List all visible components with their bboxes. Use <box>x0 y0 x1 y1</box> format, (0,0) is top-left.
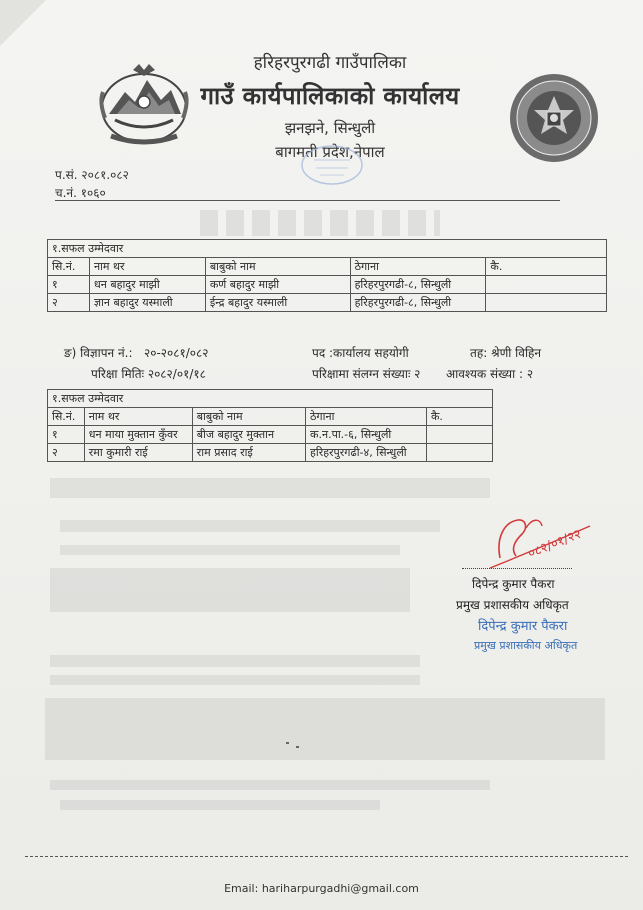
advert-number: ङ) विज्ञापन नं.: २०-२०८१/०८२ <box>64 346 209 360</box>
table-cell: राम प्रसाद राई <box>192 444 305 462</box>
post-level: तह: श्रेणी विहिन <box>470 346 542 360</box>
column-header: बाबुको नाम <box>205 258 350 276</box>
footer-rule <box>25 856 628 857</box>
table-row <box>48 444 493 462</box>
column-header: नाम थर <box>89 258 205 276</box>
table-caption-row <box>48 240 607 258</box>
bleed-through-block <box>50 478 490 498</box>
column-header: ठेगाना <box>350 258 486 276</box>
bleed-through-block <box>50 675 420 685</box>
table-cell: रमा कुमारी राई <box>84 444 192 462</box>
column-header: कै. <box>426 408 492 426</box>
office-title: गाउँ कार्यपालिकाको कार्यालय <box>200 82 460 110</box>
handwritten-signature <box>470 508 600 576</box>
table-caption: १.सफल उम्मेदवार <box>48 240 607 258</box>
table-caption: १.सफल उम्मेदवार <box>48 390 493 408</box>
column-header: नाम थर <box>84 408 192 426</box>
table-row <box>48 276 607 294</box>
faint-office-stamp <box>294 142 370 188</box>
table-cell: ज्ञान बहादुर यस्माली <box>89 294 205 312</box>
signatory-name: दिपेन्द्र कुमार पैकरा <box>472 577 555 591</box>
bleed-through-block <box>60 545 400 555</box>
column-header: बाबुको नाम <box>192 408 305 426</box>
table-cell: बीज बहादुर मुक्तान <box>192 426 305 444</box>
table-cell <box>486 276 607 294</box>
folded-corner <box>0 0 46 46</box>
exam-date: परिक्षा मितिः २०८२/०१/१८ <box>91 367 206 381</box>
column-header: कै. <box>486 258 607 276</box>
header-rule <box>55 200 560 201</box>
bleed-through-block <box>50 780 490 790</box>
bleed-through-block <box>45 698 605 760</box>
municipality-seal-icon <box>508 72 600 164</box>
bleed-through-block <box>60 520 440 532</box>
dispatch-number: च.नं. १०६० <box>55 186 106 200</box>
table-row <box>48 294 607 312</box>
bleed-through-block <box>60 800 380 810</box>
bleed-through-text <box>200 210 440 236</box>
signatory-title: प्रमुख प्रशासकीय अधिकृत <box>456 598 569 612</box>
ink-speck <box>286 742 289 744</box>
stamp-signatory-name: दिपेन्द्र कुमार पैकरा <box>478 619 568 634</box>
table-cell: ईन्द्र बहादुर यस्माली <box>205 294 350 312</box>
table-cell: हरिहरपुरगढी-८, सिन्धुली <box>350 294 486 312</box>
table-cell <box>426 444 492 462</box>
table-cell: २ <box>48 444 85 462</box>
table-row <box>48 426 493 444</box>
table-cell: क.न.पा.-६, सिन्धुली <box>306 426 427 444</box>
office-location: झनझने, सिन्धुली <box>284 119 376 137</box>
reference-number: प.सं. २०८१.०८२ <box>55 168 129 182</box>
table-cell: २ <box>48 294 90 312</box>
table-cell: कर्ण बहादुर माझी <box>205 276 350 294</box>
results-table-2 <box>47 389 493 462</box>
table-cell <box>426 426 492 444</box>
table-caption-row <box>48 390 493 408</box>
signature-date: ०८२/०१/२२ <box>525 526 584 562</box>
bleed-through-block <box>50 568 410 612</box>
table-cell <box>486 294 607 312</box>
municipality-name: हरिहरपुरगढी गाउँपालिका <box>253 53 407 73</box>
table-header-row <box>48 408 493 426</box>
column-header: सि.नं. <box>48 408 85 426</box>
appeared-count: परिक्षामा संलग्न संख्याः २ <box>312 367 421 381</box>
signature-line <box>462 568 572 569</box>
ink-speck <box>296 746 299 748</box>
footer-email: Email: hariharpurgadhi@gmail.com <box>224 882 419 895</box>
table-header-row <box>48 258 607 276</box>
bleed-through-block <box>50 655 420 667</box>
table-cell: १ <box>48 426 85 444</box>
table-cell: धन माया मुक्तान कुँवर <box>84 426 192 444</box>
table-cell: १ <box>48 276 90 294</box>
post-name: पद :कार्यालय सहयोगी <box>312 346 409 360</box>
table-cell: हरिहरपुरगढी-८, सिन्धुली <box>350 276 486 294</box>
column-header: ठेगाना <box>306 408 427 426</box>
required-count: आवश्यक संख्या : २ <box>446 367 534 381</box>
office-province: बागमती प्रदेश,नेपाल <box>275 143 385 161</box>
table-cell: हरिहरपुरगढी-४, सिन्धुली <box>306 444 427 462</box>
column-header: सि.नं. <box>48 258 90 276</box>
table-cell: धन बहादुर माझी <box>89 276 205 294</box>
stamp-signatory-title: प्रमुख प्रशासकीय अधिकृत <box>474 639 578 652</box>
results-table-1 <box>47 239 607 312</box>
